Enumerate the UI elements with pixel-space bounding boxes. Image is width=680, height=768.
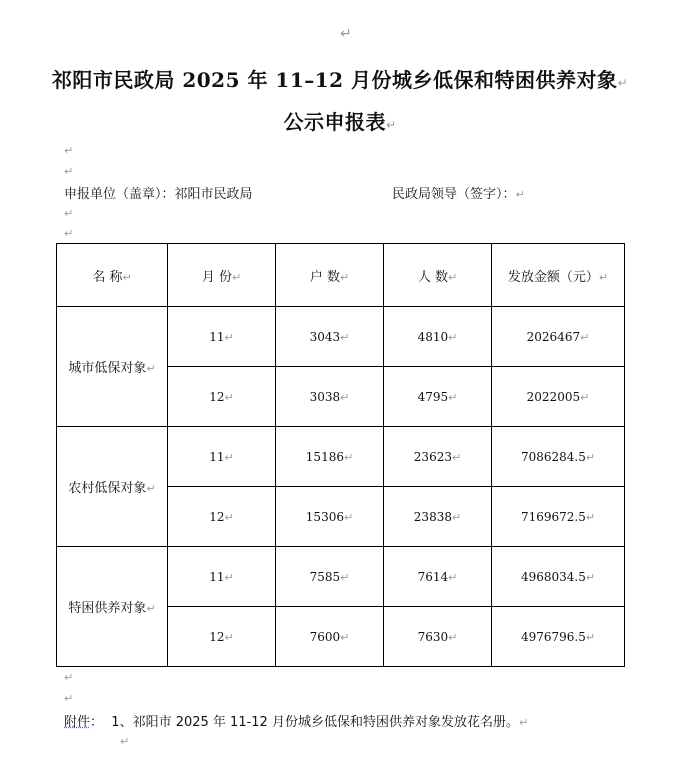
- title-text-2: 公示申报表: [283, 110, 386, 134]
- cell-amount: 2026467↵: [492, 307, 625, 367]
- cell-persons: 7630↵: [384, 607, 492, 667]
- header-amount: 发放金额（元）↵: [492, 244, 625, 307]
- group-name-rural: 农村低保对象↵: [57, 427, 168, 547]
- paragraph-mark: ↵: [515, 188, 525, 201]
- paragraph-mark: ↵: [617, 76, 629, 90]
- paragraph-mark: ↵: [120, 735, 130, 748]
- paragraph-mark: ↵: [64, 692, 74, 705]
- paragraph-mark: ↵: [385, 118, 397, 132]
- cell-households: 3043↵: [276, 307, 384, 367]
- document-title-line-2: [0, 106, 680, 135]
- cell-households: 15306↵: [276, 487, 384, 547]
- table-row: [57, 427, 625, 487]
- cell-households: 3038↵: [276, 367, 384, 427]
- table-row: [57, 547, 625, 607]
- group-name-special-care: 特困供养对象↵: [57, 547, 168, 667]
- paragraph-mark: ↵: [518, 716, 529, 729]
- paragraph-mark: ↵: [64, 207, 74, 220]
- header-name: 名 称↵: [57, 244, 168, 307]
- attachment-separator: ：: [90, 715, 104, 730]
- paragraph-mark: ↵: [64, 227, 74, 240]
- reporting-unit: [64, 183, 253, 202]
- cell-amount: 7086284.5↵: [492, 427, 625, 487]
- paragraph-mark: ↵: [64, 165, 74, 178]
- reporting-unit-value: 祁阳市民政局: [174, 187, 253, 202]
- cell-persons: 4810↵: [384, 307, 492, 367]
- cell-persons: 23623↵: [384, 427, 492, 487]
- group-name-urban: 城市低保对象↵: [57, 307, 168, 427]
- report-table: [56, 243, 625, 667]
- cell-amount: 4976796.5↵: [492, 607, 625, 667]
- attachment-label: 附件: [64, 715, 91, 730]
- paragraph-mark: ↵: [64, 144, 74, 157]
- cell-amount: 7169672.5↵: [492, 487, 625, 547]
- cell-month: 12↵: [168, 367, 276, 427]
- cell-persons: 23838↵: [384, 487, 492, 547]
- paragraph-mark: ↵: [340, 26, 352, 42]
- document-title-line-1: [0, 64, 680, 93]
- header-persons: 人 数↵: [384, 244, 492, 307]
- reporting-unit-label: 申报单位（盖章）：: [64, 187, 175, 202]
- cell-month: 12↵: [168, 607, 276, 667]
- cell-households: 15186↵: [276, 427, 384, 487]
- cell-persons: 7614↵: [384, 547, 492, 607]
- title-text-1: 祁阳市民政局 2025 年 11–12 月份城乡低保和特困供养对象: [51, 68, 618, 92]
- cell-month: 11↵: [168, 427, 276, 487]
- cell-households: 7600↵: [276, 607, 384, 667]
- attachment-note: [64, 711, 528, 730]
- cell-amount: 2022005↵: [492, 367, 625, 427]
- table-header-row: [57, 244, 625, 307]
- cell-month: 11↵: [168, 307, 276, 367]
- leader-signature: [392, 183, 525, 202]
- header-households: 户 数↵: [276, 244, 384, 307]
- table-row: [57, 307, 625, 367]
- attachment-text: 1、祁阳市 2025 年 11-12 月份城乡低保和特困供养对象发放花名册。: [111, 715, 519, 730]
- cell-households: 7585↵: [276, 547, 384, 607]
- leader-signature-label: 民政局领导（签字）：: [392, 187, 516, 202]
- cell-month: 11↵: [168, 547, 276, 607]
- cell-amount: 4968034.5↵: [492, 547, 625, 607]
- paragraph-mark: ↵: [64, 671, 74, 684]
- cell-month: 12↵: [168, 487, 276, 547]
- cell-persons: 4795↵: [384, 367, 492, 427]
- header-month: 月 份↵: [168, 244, 276, 307]
